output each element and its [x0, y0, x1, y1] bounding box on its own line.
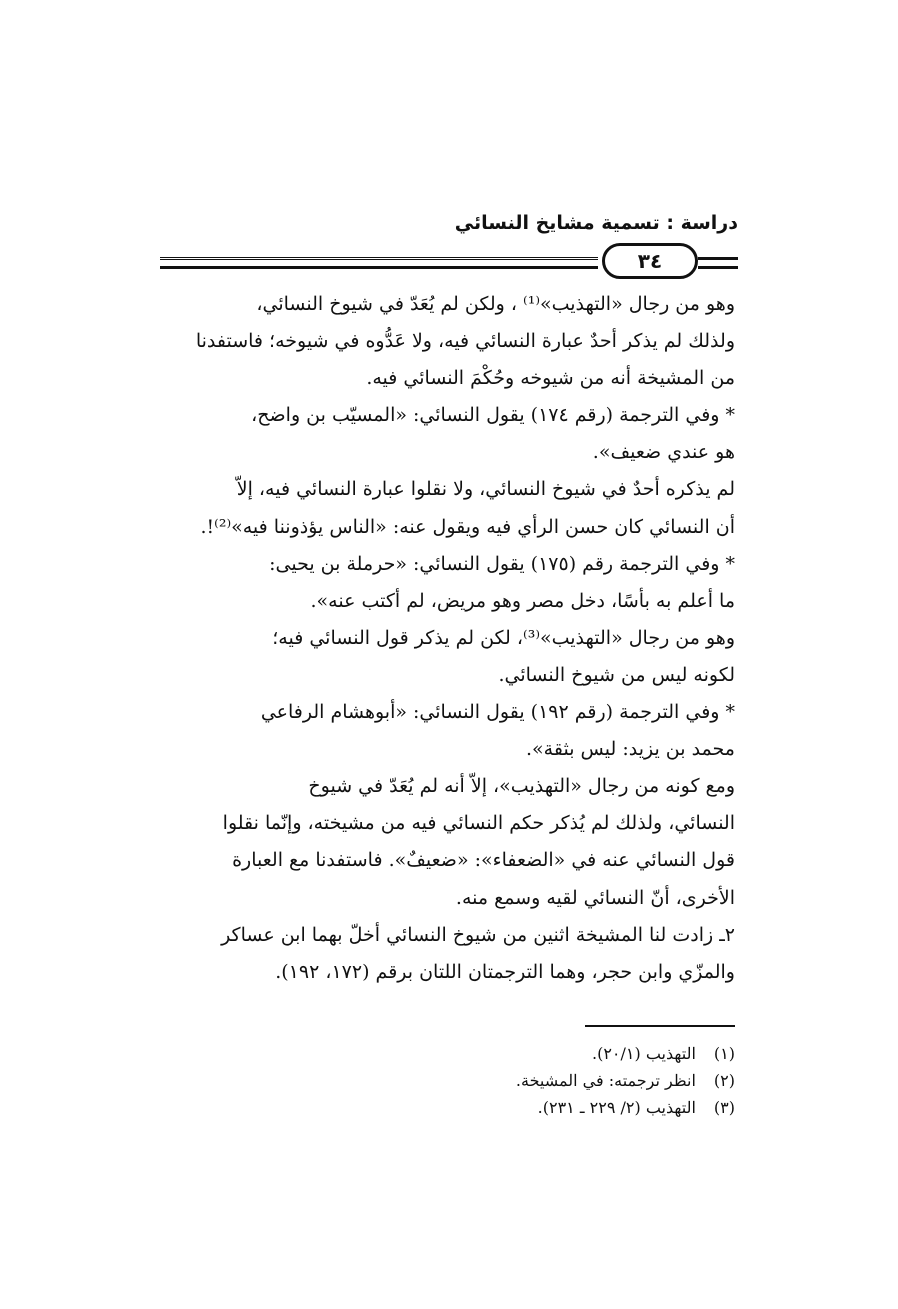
paragraph: * وفي الترجمة (رقم ١٩٢) يقول النسائي: «أبوهشام الرفاعي محمد بن يزيد: ليس بثقة». — [260, 701, 735, 761]
footnote-text: التهذيب (٢/ ٢٢٩ ـ ٢٣١). — [537, 1098, 696, 1117]
paragraph: * وفي الترجمة رقم (١٧٥) يقول النسائي: «حرملة بن يحيى: ما أعلم به بأسًا، دخل مصر وهو مريض، لم أكتب عنه». — [269, 552, 735, 612]
header-rule-left-line — [160, 257, 598, 272]
footnote — [162, 1040, 735, 1067]
paragraph: لم يذكره أحدٌ في شيوخ النسائي، ولا نقلوا عبارة النسائي فيه، إلاّ أن النسائي كان حسن الرأي فيه ويقول عنه: «الناس يؤذوننا فيه»⁽²⁾!. — [200, 478, 735, 538]
header-rule-right-line — [698, 257, 738, 260]
paragraph: ومع كونه من رجال «التهذيب»، إلاّ أنه لم يُعَدّ في شيوخ النسائي، ولذلك لم يُذكر حكم النسائي فيه من مشيخته، وإنّما نقلوا قول النسائي عنه في «الضعفاء»: «ضعيفٌ». فاستفدنا مع العبارة الأخرى، أنّ النسائي لقيه وسمع منه. — [222, 775, 735, 909]
footnote-text: انظر ترجمته: في المشيخة. — [515, 1071, 696, 1090]
footnote-number: (١) — [713, 1044, 735, 1063]
header-rule — [160, 243, 738, 285]
footnote — [162, 1094, 735, 1121]
main-text — [162, 286, 735, 991]
footnote-text: التهذيب (٢٠/١). — [591, 1044, 696, 1063]
paragraph: وهو من رجال «التهذيب»⁽³⁾، لكن لم يذكر قول النسائي فيه؛ لكونه ليس من شيوخ النسائي. — [272, 626, 735, 686]
running-header-title: دراسة : تسمية مشايخ النسائي — [454, 212, 738, 234]
footnotes — [162, 1040, 735, 1121]
footnote-separator — [585, 1025, 735, 1027]
page-number: ٣٤ — [602, 243, 698, 279]
paragraph: وهو من رجال «التهذيب»⁽¹⁾ ، ولكن لم يُعَدّ في شيوخ النسائي، ولذلك لم يذكر أحدٌ عبارة النسائي فيه، ولا عَدُّوه في شيوخه؛ فاستفدنا من المشيخة أنه من شيوخه وحُكْمَ النسائي فيه. — [195, 293, 735, 390]
footnote-number: (٣) — [713, 1098, 735, 1117]
footnote — [162, 1067, 735, 1094]
footnote-number: (٢) — [713, 1071, 735, 1090]
paragraph: ٢ـ زادت لنا المشيخة اثنين من شيوخ النسائي أخلّ بهما ابن عساكر والمزّي وابن حجر، وهما الترجمتان اللتان برقم (١٧٢، ١٩٢). — [221, 923, 735, 983]
paragraph: * وفي الترجمة (رقم ١٧٤) يقول النسائي: «المسيّب بن واضح، هو عندي ضعيف». — [251, 404, 735, 464]
